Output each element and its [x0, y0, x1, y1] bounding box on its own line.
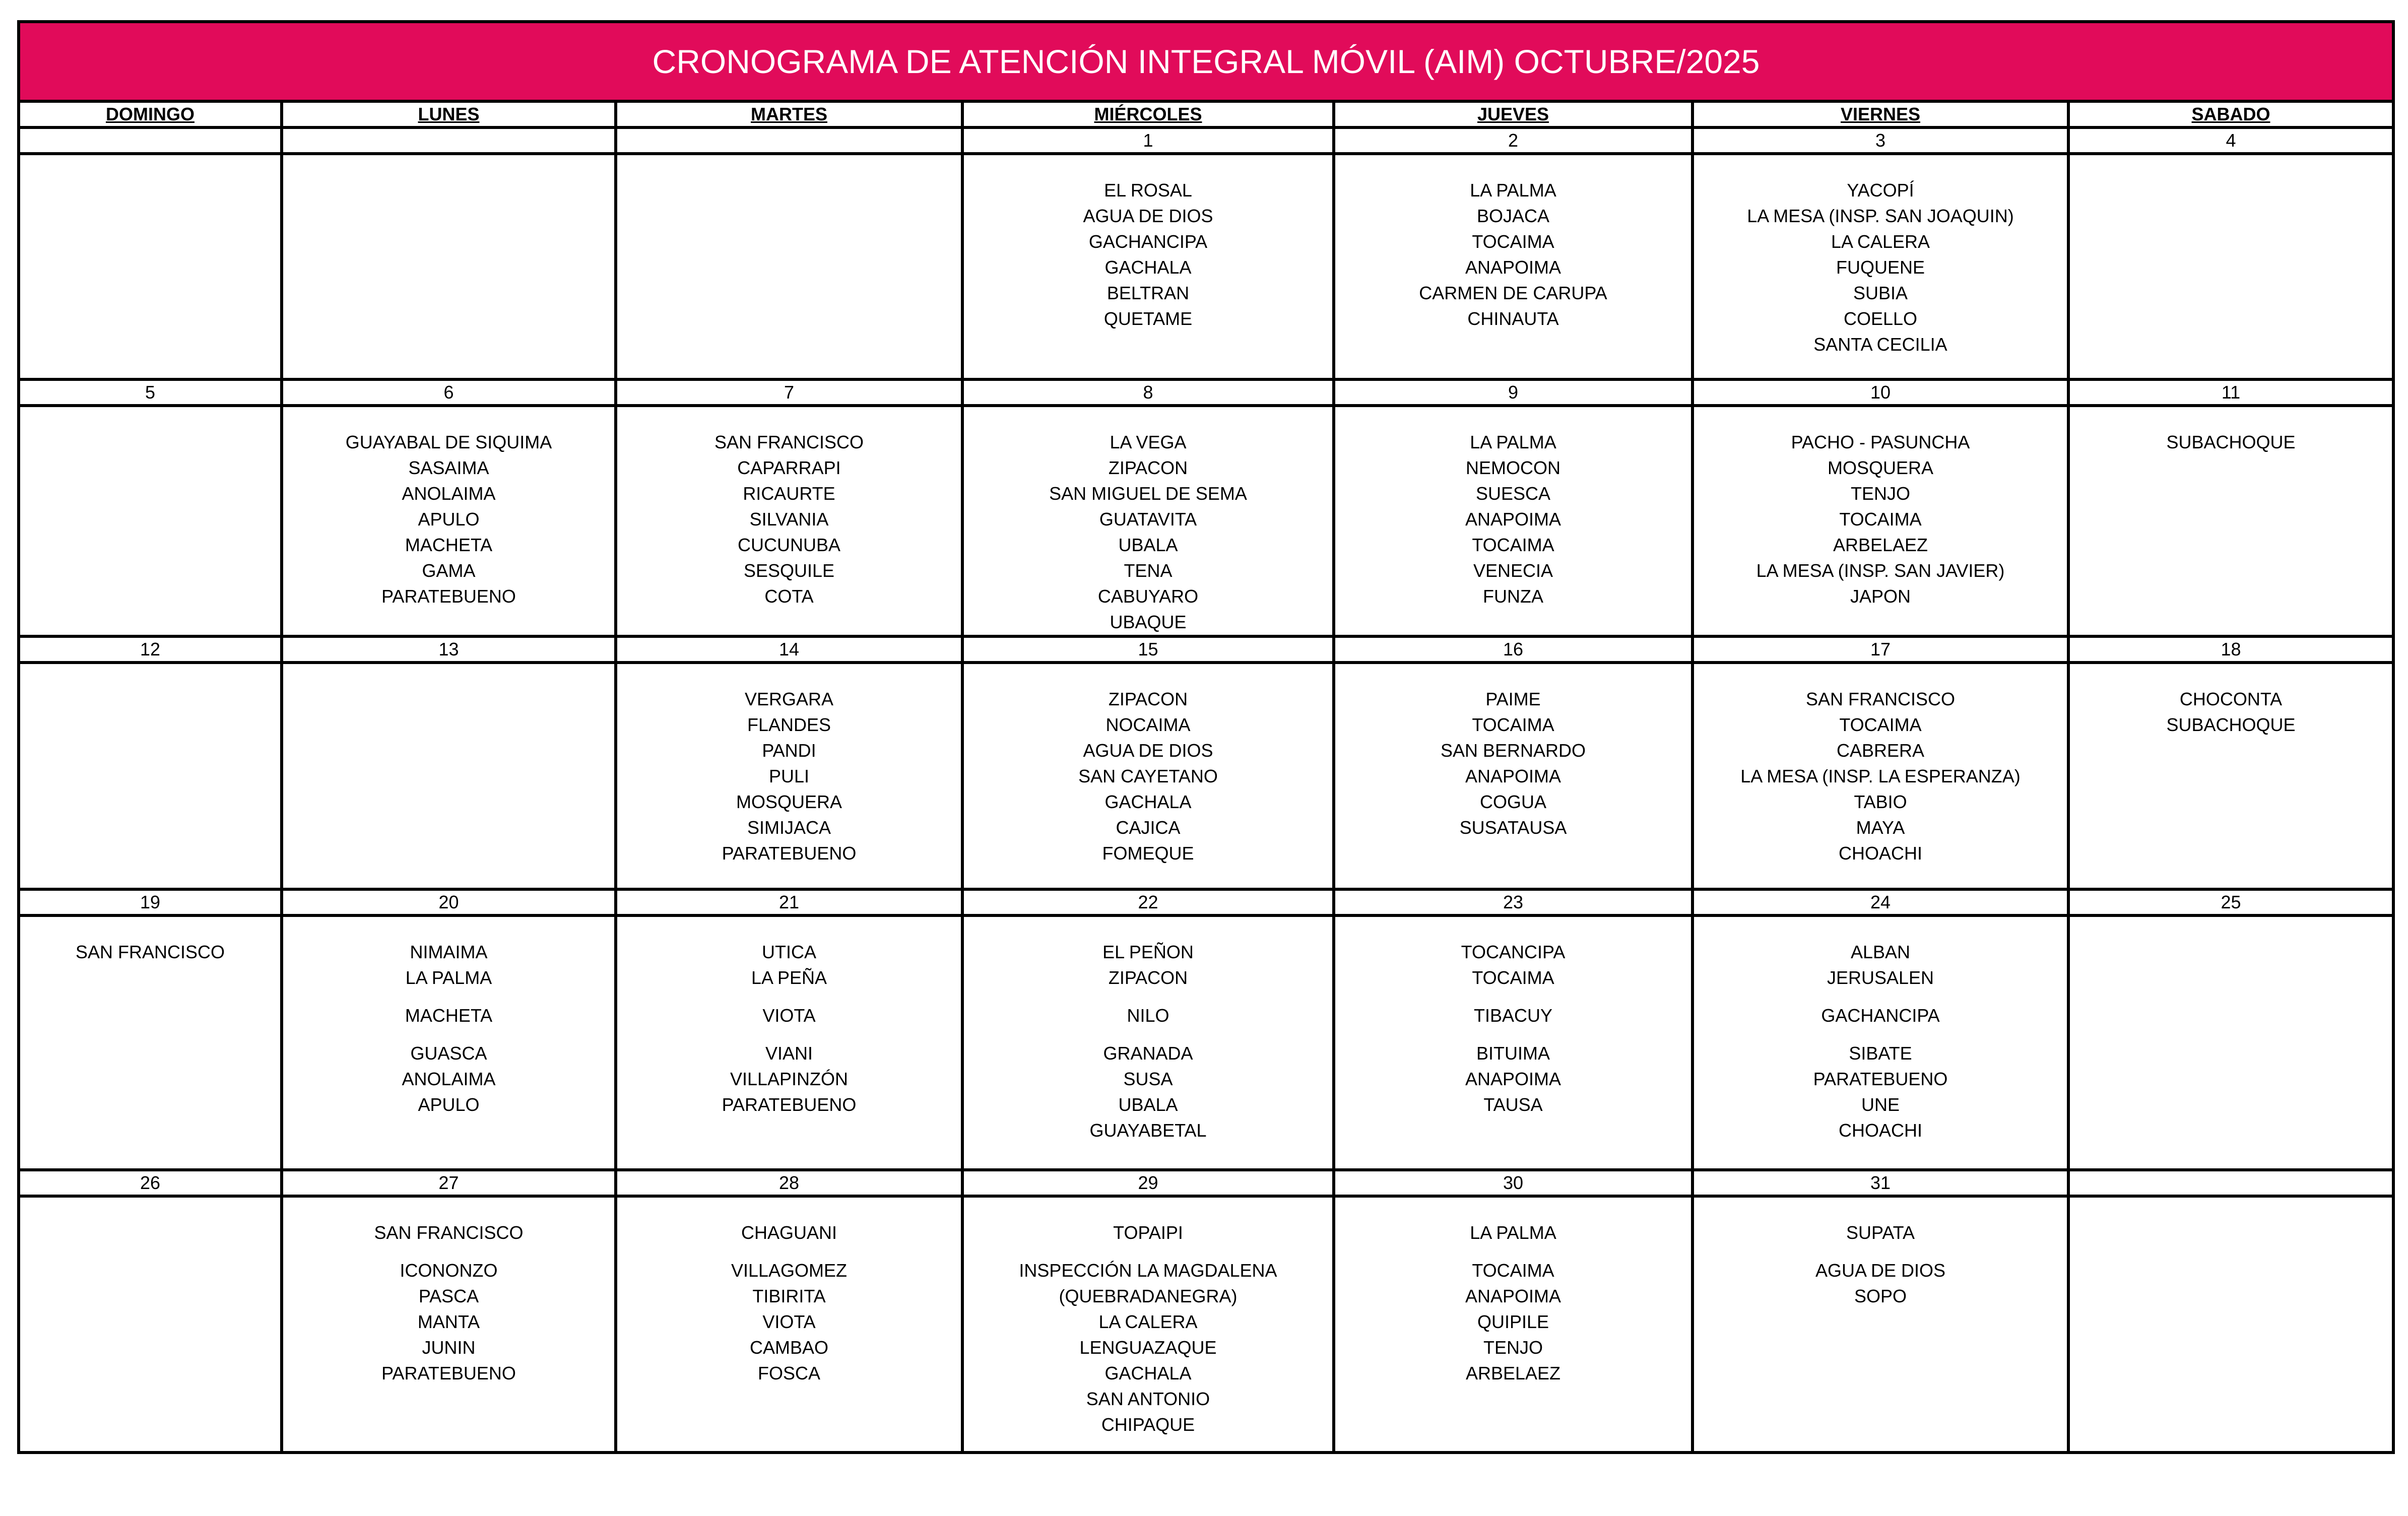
municipality-entry: EL ROSAL [1104, 180, 1192, 201]
municipality-entry: VILLAGOMEZ [731, 1260, 848, 1281]
municipality-entry: ZIPACON [1108, 689, 1188, 709]
date-number: 22 [962, 889, 1334, 915]
municipality-entry: CHAGUANI [741, 1222, 837, 1243]
municipality-entry: ANAPOIMA [1465, 257, 1561, 278]
date-number: 11 [2068, 379, 2392, 406]
municipality-entry: LA PEÑA [751, 967, 827, 988]
municipality-entry: TIBIRITA [752, 1286, 826, 1306]
municipality-entry: NILO [1127, 1005, 1169, 1026]
date-number: 26 [20, 1170, 282, 1196]
municipality-entry: MAYA [1856, 817, 1905, 838]
municipality-entry: TOCAIMA [1839, 509, 1922, 530]
weekday-header: DOMINGO [20, 103, 282, 127]
day-cell [1334, 1196, 1693, 1451]
municipality-entry: SUBACHOQUE [2166, 432, 2296, 452]
day-cell [282, 1196, 616, 1451]
municipality-entry: LA CALERA [1831, 231, 1930, 252]
municipality-entry: SUSA [1123, 1069, 1173, 1089]
municipality-entry: SAN BERNARDO [1440, 740, 1586, 761]
day-cell [616, 154, 962, 379]
date-row [20, 127, 2392, 154]
municipality-entry: CUCUNUBA [737, 535, 840, 555]
schedule-row [20, 1196, 2392, 1451]
date-number: 21 [616, 889, 962, 915]
municipality-entry: GUAYABETAL [1089, 1120, 1207, 1141]
date-number: 2 [1334, 127, 1693, 154]
day-cell [2068, 154, 2392, 379]
date-number: 7 [616, 379, 962, 406]
municipality-entry: ANAPOIMA [1465, 1069, 1561, 1089]
municipality-entry: SIMIJACA [747, 817, 831, 838]
day-cell [616, 406, 962, 636]
municipality-entry: TOPAIPI [1113, 1222, 1183, 1243]
municipality-entry: SAN FRANCISCO [714, 432, 864, 452]
municipality-entry: VILLAPINZÓN [730, 1069, 849, 1089]
weekday-header: LUNES [282, 103, 616, 127]
municipality-entry: CHINAUTA [1467, 308, 1559, 329]
date-row [20, 889, 2392, 915]
municipality-entry: ARBELAEZ [1465, 1363, 1561, 1383]
municipality-entry: TOCAIMA [1472, 714, 1554, 735]
municipality-entry: TAUSA [1483, 1094, 1543, 1115]
date-number: 20 [282, 889, 616, 915]
municipality-entry: SESQUILE [743, 560, 835, 581]
municipality-entry: SAN ANTONIO [1086, 1389, 1210, 1409]
municipality-entry: LA VEGA [1110, 432, 1187, 452]
municipality-entry: APULO [418, 1094, 480, 1115]
municipality-entry: TENA [1124, 560, 1173, 581]
municipality-entry: CHOACHI [1838, 1120, 1922, 1141]
municipality-entry: LA MESA (INSP. LA ESPERANZA) [1740, 766, 2021, 786]
municipality-entry: APULO [418, 509, 480, 530]
date-number: 24 [1693, 889, 2068, 915]
municipality-entry: UBALA [1118, 535, 1178, 555]
municipality-entry: ALBAN [1850, 942, 1911, 962]
municipality-entry: JERUSALEN [1827, 967, 1934, 988]
municipality-entry: BOJACA [1476, 206, 1550, 226]
municipality-entry: NEMOCON [1466, 457, 1560, 478]
day-cell [20, 915, 282, 1170]
municipality-entry: NIMAIMA [410, 942, 488, 962]
municipality-entry: COTA [764, 586, 814, 607]
municipality-entry: ZIPACON [1108, 967, 1188, 988]
weekday-header-row [20, 103, 2392, 127]
municipality-entry: NOCAIMA [1105, 714, 1191, 735]
municipality-entry: FUNZA [1483, 586, 1543, 607]
date-number [20, 127, 282, 154]
municipality-entry: GACHALA [1104, 1363, 1192, 1383]
municipality-entry: MACHETA [405, 535, 493, 555]
municipality-entry: FLANDES [747, 714, 831, 735]
date-number: 30 [1334, 1170, 1693, 1196]
municipality-entry: SANTA CECILIA [1813, 334, 1947, 355]
date-number: 8 [962, 379, 1334, 406]
date-row [20, 379, 2392, 406]
municipality-entry: UBALA [1118, 1094, 1178, 1115]
municipality-entry: ICONONZO [400, 1260, 498, 1281]
municipality-entry: LA CALERA [1098, 1311, 1198, 1332]
municipality-entry: VERGARA [744, 689, 834, 709]
municipality-entry: LA MESA (INSP. SAN JOAQUIN) [1747, 206, 2014, 226]
municipality-entry: TENJO [1483, 1337, 1543, 1358]
municipality-entry: CARMEN DE CARUPA [1419, 283, 1607, 303]
municipality-entry: PARATEBUENO [1813, 1069, 1948, 1089]
day-cell [962, 154, 1334, 379]
day-cell [1693, 915, 2068, 1170]
day-cell [616, 663, 962, 889]
day-cell [1334, 154, 1693, 379]
day-cell [1693, 154, 2068, 379]
municipality-entry: ANOLAIMA [402, 1069, 496, 1089]
municipality-entry: SILVANIA [749, 509, 829, 530]
municipality-entry: LA PALMA [1470, 432, 1556, 452]
date-number: 10 [1693, 379, 2068, 406]
municipality-entry: SASAIMA [408, 457, 489, 478]
municipality-entry: MOSQUERA [736, 792, 842, 812]
municipality-entry: PANDI [762, 740, 816, 761]
municipality-entry: TIBACUY [1473, 1005, 1553, 1026]
day-cell [1693, 663, 2068, 889]
municipality-entry: ANAPOIMA [1465, 1286, 1561, 1306]
municipality-entry: CHOACHI [1838, 843, 1922, 864]
day-cell [20, 406, 282, 636]
municipality-entry: PACHO - PASUNCHA [1791, 432, 1970, 452]
day-cell [2068, 915, 2392, 1170]
date-number: 13 [282, 636, 616, 663]
municipality-entry: PULI [768, 766, 810, 786]
day-cell [20, 154, 282, 379]
schedule-row [20, 915, 2392, 1170]
municipality-entry: PAIME [1485, 689, 1541, 709]
date-number [2068, 1170, 2392, 1196]
day-cell [282, 406, 616, 636]
date-number: 3 [1693, 127, 2068, 154]
municipality-entry: QUIPILE [1477, 1311, 1549, 1332]
municipality-entry: TOCAIMA [1839, 714, 1922, 735]
municipality-entry: TABIO [1854, 792, 1907, 812]
day-cell [2068, 663, 2392, 889]
municipality-entry: TENJO [1850, 483, 1910, 504]
municipality-entry: GRANADA [1103, 1043, 1193, 1064]
date-number: 6 [282, 379, 616, 406]
day-cell [282, 915, 616, 1170]
date-row [20, 636, 2392, 663]
day-cell [962, 915, 1334, 1170]
municipality-entry: LA PALMA [1470, 180, 1556, 201]
municipality-entry: JAPON [1850, 586, 1911, 607]
municipality-entry: CHOCONTA [2179, 689, 2283, 709]
municipality-entry: GACHANCIPA [1821, 1005, 1940, 1026]
date-number: 27 [282, 1170, 616, 1196]
schedule-row [20, 663, 2392, 889]
day-cell [962, 1196, 1334, 1451]
municipality-entry: VIOTA [762, 1311, 816, 1332]
weekday-header: JUEVES [1334, 103, 1693, 127]
municipality-entry: VIANI [765, 1043, 813, 1064]
municipality-entry: YACOPÍ [1847, 180, 1914, 201]
municipality-entry: SAN FRANCISCO [75, 942, 225, 962]
municipality-entry: CHIPAQUE [1101, 1414, 1195, 1435]
municipality-entry: SIBATE [1849, 1043, 1912, 1064]
weekday-header: MARTES [616, 103, 962, 127]
date-number [282, 127, 616, 154]
municipality-entry: ZIPACON [1108, 457, 1188, 478]
date-number: 31 [1693, 1170, 2068, 1196]
municipality-entry: PARATEBUENO [722, 1094, 857, 1115]
municipality-entry: SUSATAUSA [1459, 817, 1567, 838]
municipality-entry: UNE [1861, 1094, 1900, 1115]
day-cell [2068, 1196, 2392, 1451]
municipality-entry: VENECIA [1473, 560, 1553, 581]
municipality-entry: GACHALA [1104, 257, 1192, 278]
day-cell [20, 663, 282, 889]
weekday-header: MIÉRCOLES [962, 103, 1334, 127]
municipality-entry: TOCANCIPA [1461, 942, 1566, 962]
municipality-entry: CABRERA [1836, 740, 1925, 761]
date-number: 4 [2068, 127, 2392, 154]
municipality-entry: CABUYARO [1097, 586, 1199, 607]
date-number: 9 [1334, 379, 1693, 406]
municipality-entry: ANAPOIMA [1465, 509, 1561, 530]
municipality-entry: LENGUAZAQUE [1079, 1337, 1217, 1358]
date-number: 16 [1334, 636, 1693, 663]
municipality-entry: LA PALMA [405, 967, 492, 988]
municipality-entry: SAN MIGUEL DE SEMA [1049, 483, 1247, 504]
date-number: 14 [616, 636, 962, 663]
municipality-entry: GACHANCIPA [1088, 231, 1208, 252]
municipality-entry: LA PALMA [1470, 1222, 1556, 1243]
day-cell [616, 915, 962, 1170]
municipality-entry: MOSQUERA [1827, 457, 1934, 478]
municipality-entry: INSPECCIÓN LA MAGDALENA [1019, 1260, 1277, 1281]
calendar-grid [20, 103, 2392, 1451]
municipality-entry: CAMBAO [749, 1337, 829, 1358]
municipality-entry: PARATEBUENO [381, 1363, 516, 1383]
municipality-entry: GAMA [422, 560, 476, 581]
municipality-entry: VIOTA [762, 1005, 816, 1026]
municipality-entry: PARATEBUENO [722, 843, 857, 864]
schedule-calendar [17, 20, 2395, 1454]
day-cell [1693, 1196, 2068, 1451]
municipality-entry: UTICA [762, 942, 816, 962]
municipality-entry: BELTRAN [1107, 283, 1190, 303]
day-cell [282, 663, 616, 889]
municipality-entry: SUPATA [1846, 1222, 1915, 1243]
municipality-entry: ANOLAIMA [402, 483, 496, 504]
municipality-entry: RICAURTE [743, 483, 835, 504]
weekday-header: VIERNES [1693, 103, 2068, 127]
day-cell [282, 154, 616, 379]
day-cell [1334, 406, 1693, 636]
municipality-entry: SAN FRANCISCO [1805, 689, 1956, 709]
date-number: 1 [962, 127, 1334, 154]
municipality-entry: TOCAIMA [1472, 967, 1554, 988]
municipality-entry: MANTA [417, 1311, 480, 1332]
date-number: 18 [2068, 636, 2392, 663]
day-cell [20, 1196, 282, 1451]
date-number [616, 127, 962, 154]
municipality-entry: SAN CAYETANO [1078, 766, 1218, 786]
day-cell [962, 663, 1334, 889]
date-number: 23 [1334, 889, 1693, 915]
municipality-entry: CAJICA [1116, 817, 1181, 838]
municipality-entry: UBAQUE [1110, 612, 1187, 632]
date-number: 17 [1693, 636, 2068, 663]
municipality-entry: MACHETA [405, 1005, 493, 1026]
date-number: 25 [2068, 889, 2392, 915]
municipality-entry: ANAPOIMA [1465, 766, 1561, 786]
day-cell [1693, 406, 2068, 636]
calendar-title: CRONOGRAMA DE ATENCIÓN INTEGRAL MÓVIL (AIM) OCTUBRE/2025 [20, 23, 2392, 103]
municipality-entry: FOSCA [757, 1363, 820, 1383]
municipality-entry: GACHALA [1104, 792, 1192, 812]
date-row [20, 1170, 2392, 1196]
day-cell [616, 1196, 962, 1451]
date-number: 28 [616, 1170, 962, 1196]
municipality-entry: FUQUENE [1836, 257, 1925, 278]
municipality-entry: SUBACHOQUE [2166, 714, 2296, 735]
municipality-entry: PARATEBUENO [381, 586, 516, 607]
municipality-entry: ARBELAEZ [1833, 535, 1928, 555]
municipality-entry: PASCA [418, 1286, 479, 1306]
schedule-row [20, 154, 2392, 379]
municipality-entry: AGUA DE DIOS [1083, 740, 1213, 761]
date-number: 29 [962, 1170, 1334, 1196]
municipality-entry: GUAYABAL DE SIQUIMA [345, 432, 552, 452]
day-cell [1334, 663, 1693, 889]
date-number: 5 [20, 379, 282, 406]
municipality-entry: TOCAIMA [1472, 231, 1554, 252]
municipality-entry: QUETAME [1103, 308, 1193, 329]
date-number: 19 [20, 889, 282, 915]
municipality-entry: BITUIMA [1476, 1043, 1550, 1064]
schedule-row [20, 406, 2392, 636]
municipality-entry: GUATAVITA [1099, 509, 1197, 530]
municipality-entry: SUESCA [1475, 483, 1551, 504]
day-cell [2068, 406, 2392, 636]
municipality-entry: SUBIA [1853, 283, 1908, 303]
day-cell [962, 406, 1334, 636]
municipality-entry: FOMEQUE [1102, 843, 1194, 864]
municipality-entry: TOCAIMA [1472, 1260, 1554, 1281]
municipality-entry: COELLO [1843, 308, 1918, 329]
municipality-entry: GUASCA [410, 1043, 487, 1064]
municipality-entry: CAPARRAPI [737, 457, 841, 478]
municipality-entry: SOPO [1854, 1286, 1907, 1306]
municipality-entry: JUNIN [422, 1337, 476, 1358]
date-number: 15 [962, 636, 1334, 663]
municipality-entry: AGUA DE DIOS [1083, 206, 1213, 226]
date-number: 12 [20, 636, 282, 663]
municipality-entry: LA MESA (INSP. SAN JAVIER) [1756, 560, 2005, 581]
municipality-entry: EL PEÑON [1102, 942, 1194, 962]
municipality-entry: (QUEBRADANEGRA) [1059, 1286, 1238, 1306]
day-cell [1334, 915, 1693, 1170]
weekday-header: SABADO [2068, 103, 2392, 127]
municipality-entry: COGUA [1479, 792, 1546, 812]
municipality-entry: AGUA DE DIOS [1815, 1260, 1946, 1281]
municipality-entry: TOCAIMA [1472, 535, 1554, 555]
municipality-entry: SAN FRANCISCO [374, 1222, 524, 1243]
